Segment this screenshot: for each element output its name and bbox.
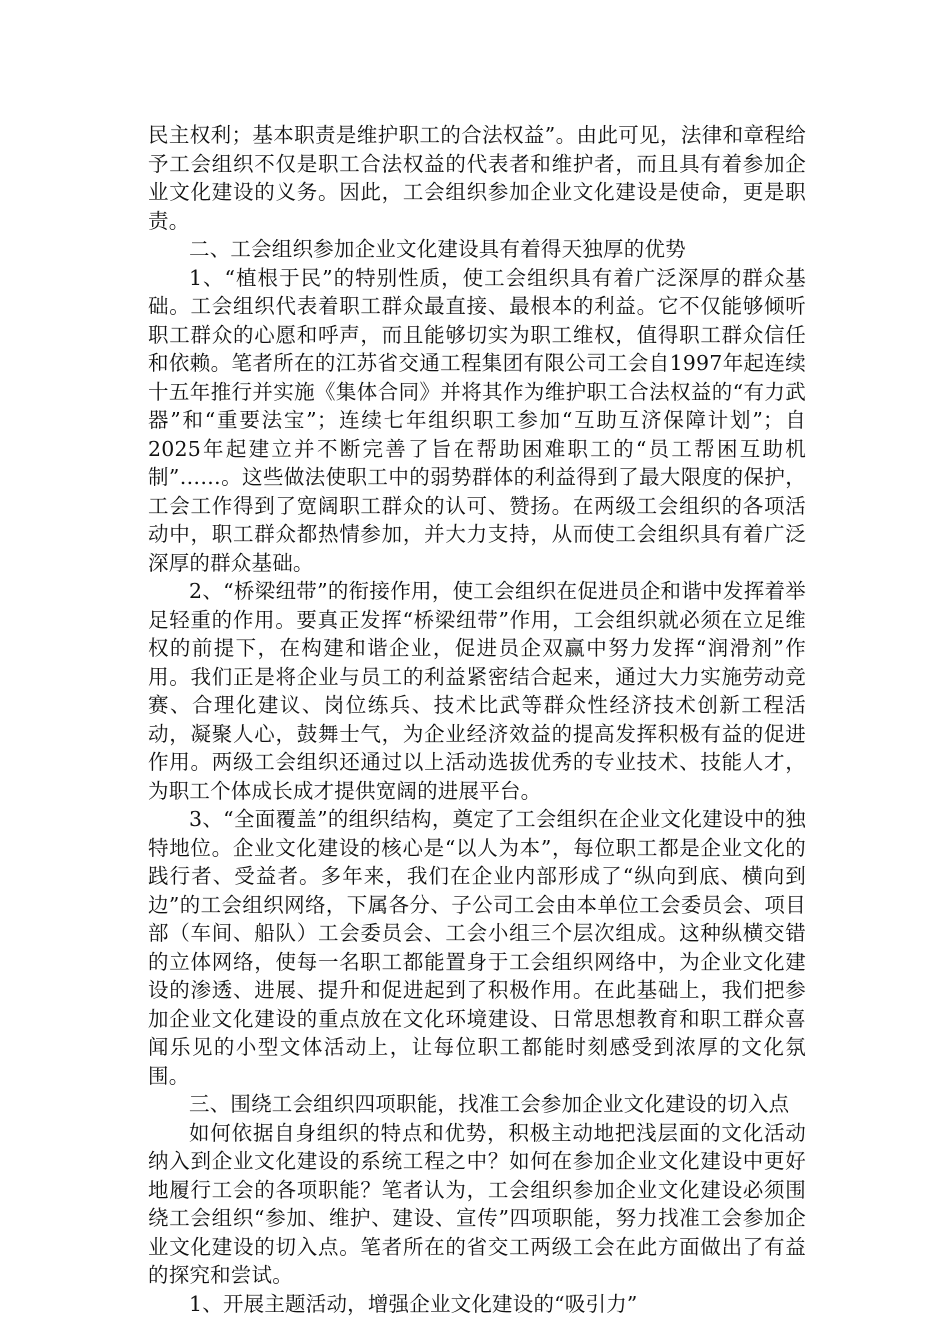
- section-heading: 三、围绕工会组织四项职能，找准工会参加企业文化建设的切入点: [189, 1092, 790, 1116]
- body-paragraph: 如何依据自身组织的特点和优势，积极主动地把浅层面的文化活动纳入到企业文化建设的系统工程之中？如何在参加企业文化建设中更好地履行工会的各项职能？笔者认为，工会组织参加企业文化建设必须围绕工会组织“参加、维护、建设、宣传”四项职能，努力找准工会参加企业文化建设的切入点。笔者所在的省交工两级工会在此方面做出了有益的探究和尝试。: [148, 1120, 806, 1287]
- body-paragraph: 3、“全面覆盖”的组织结构，奠定了工会组织在企业文化建设中的独特地位。企业文化建设的核心是“以人为本”，每位职工都是企业文化的践行者、受益者。多年来，我们在企业内部形成了“纵向到底、横向到边”的工会组织网络，下属各分、子公司工会由本单位工会委员会、项目部（车间、船队）工会委员会、工会小组三个层次组成。这种纵横交错的立体网络，使每一名职工都能置身于工会组织网络中，为企业文化建设的渗透、进展、提升和促进起到了积极作用。在此基础上，我们把参加企业文化建设的重点放在文化环境建设、日常思想教育和职工群众喜闻乐见的小型文体活动上，让每位职工都能时刻感受到浓厚的文化氛围。: [148, 807, 806, 1088]
- body-paragraph: 1、“植根于民”的特别性质，使工会组织具有着广泛深厚的群众基础。工会组织代表着职工群众最直接、最根本的利益。它不仅能够倾听职工群众的心愿和呼声，而且能够切实为职工维权，值得职工群众信任和依赖。笔者所在的江苏省交通工程集团有限公司工会自1997年起连续十五年推行并实施《集体合同》并将其作为维护职工合法权益的“有力武器”和“重要法宝”；连续七年组织职工参加“互助互济保障计划”；自2025年起建立并不断完善了旨在帮助困难职工的“员工帮困互助机制”……。这些做法使职工中的弱势群体的利益得到了最大限度的保护，工会工作得到了宽阔职工群众的认可、赞扬。在两级工会组织的各项活动中，职工群众都热情参加，并大力支持，从而使工会组织具有着广泛深厚的群众基础。: [148, 265, 806, 575]
- subsection-heading: 1、开展主题活动，增强企业文化建设的“吸引力”: [189, 1291, 638, 1316]
- body-paragraph: 2、“桥梁纽带”的衔接作用，使工会组织在促进员企和谐中发挥着举足轻重的作用。要真正发挥“桥梁纽带”作用，工会组织就必须在立足维权的前提下，在构建和谐企业，促进员企双赢中努力发挥“润滑剂”作用。我们正是将企业与员工的利益紧密结合起来，通过大力实施劳动竞赛、合理化建议、岗位练兵、技术比武等群众性经济技术创新工程活动，凝聚人心，鼓舞士气，为企业经济效益的提高发挥积极有益的促进作用。两级工会组织还通过以上活动选拔优秀的专业技术、技能人才，为职工个体成长成才提供宽阔的进展平台。: [148, 579, 806, 803]
- section-heading: 二、工会组织参加企业文化建设具有着得天独厚的优势: [189, 237, 686, 261]
- document-body: [148, 121, 806, 1318]
- body-paragraph: 民主权利；基本职责是维护职工的合法权益”。由此可见，法律和章程给予工会组织不仅是职工合法权益的代表者和维护者，而且具有着参加企业文化建设的义务。因此，工会组织参加企业文化建设是使命，更是职责。: [148, 123, 806, 233]
